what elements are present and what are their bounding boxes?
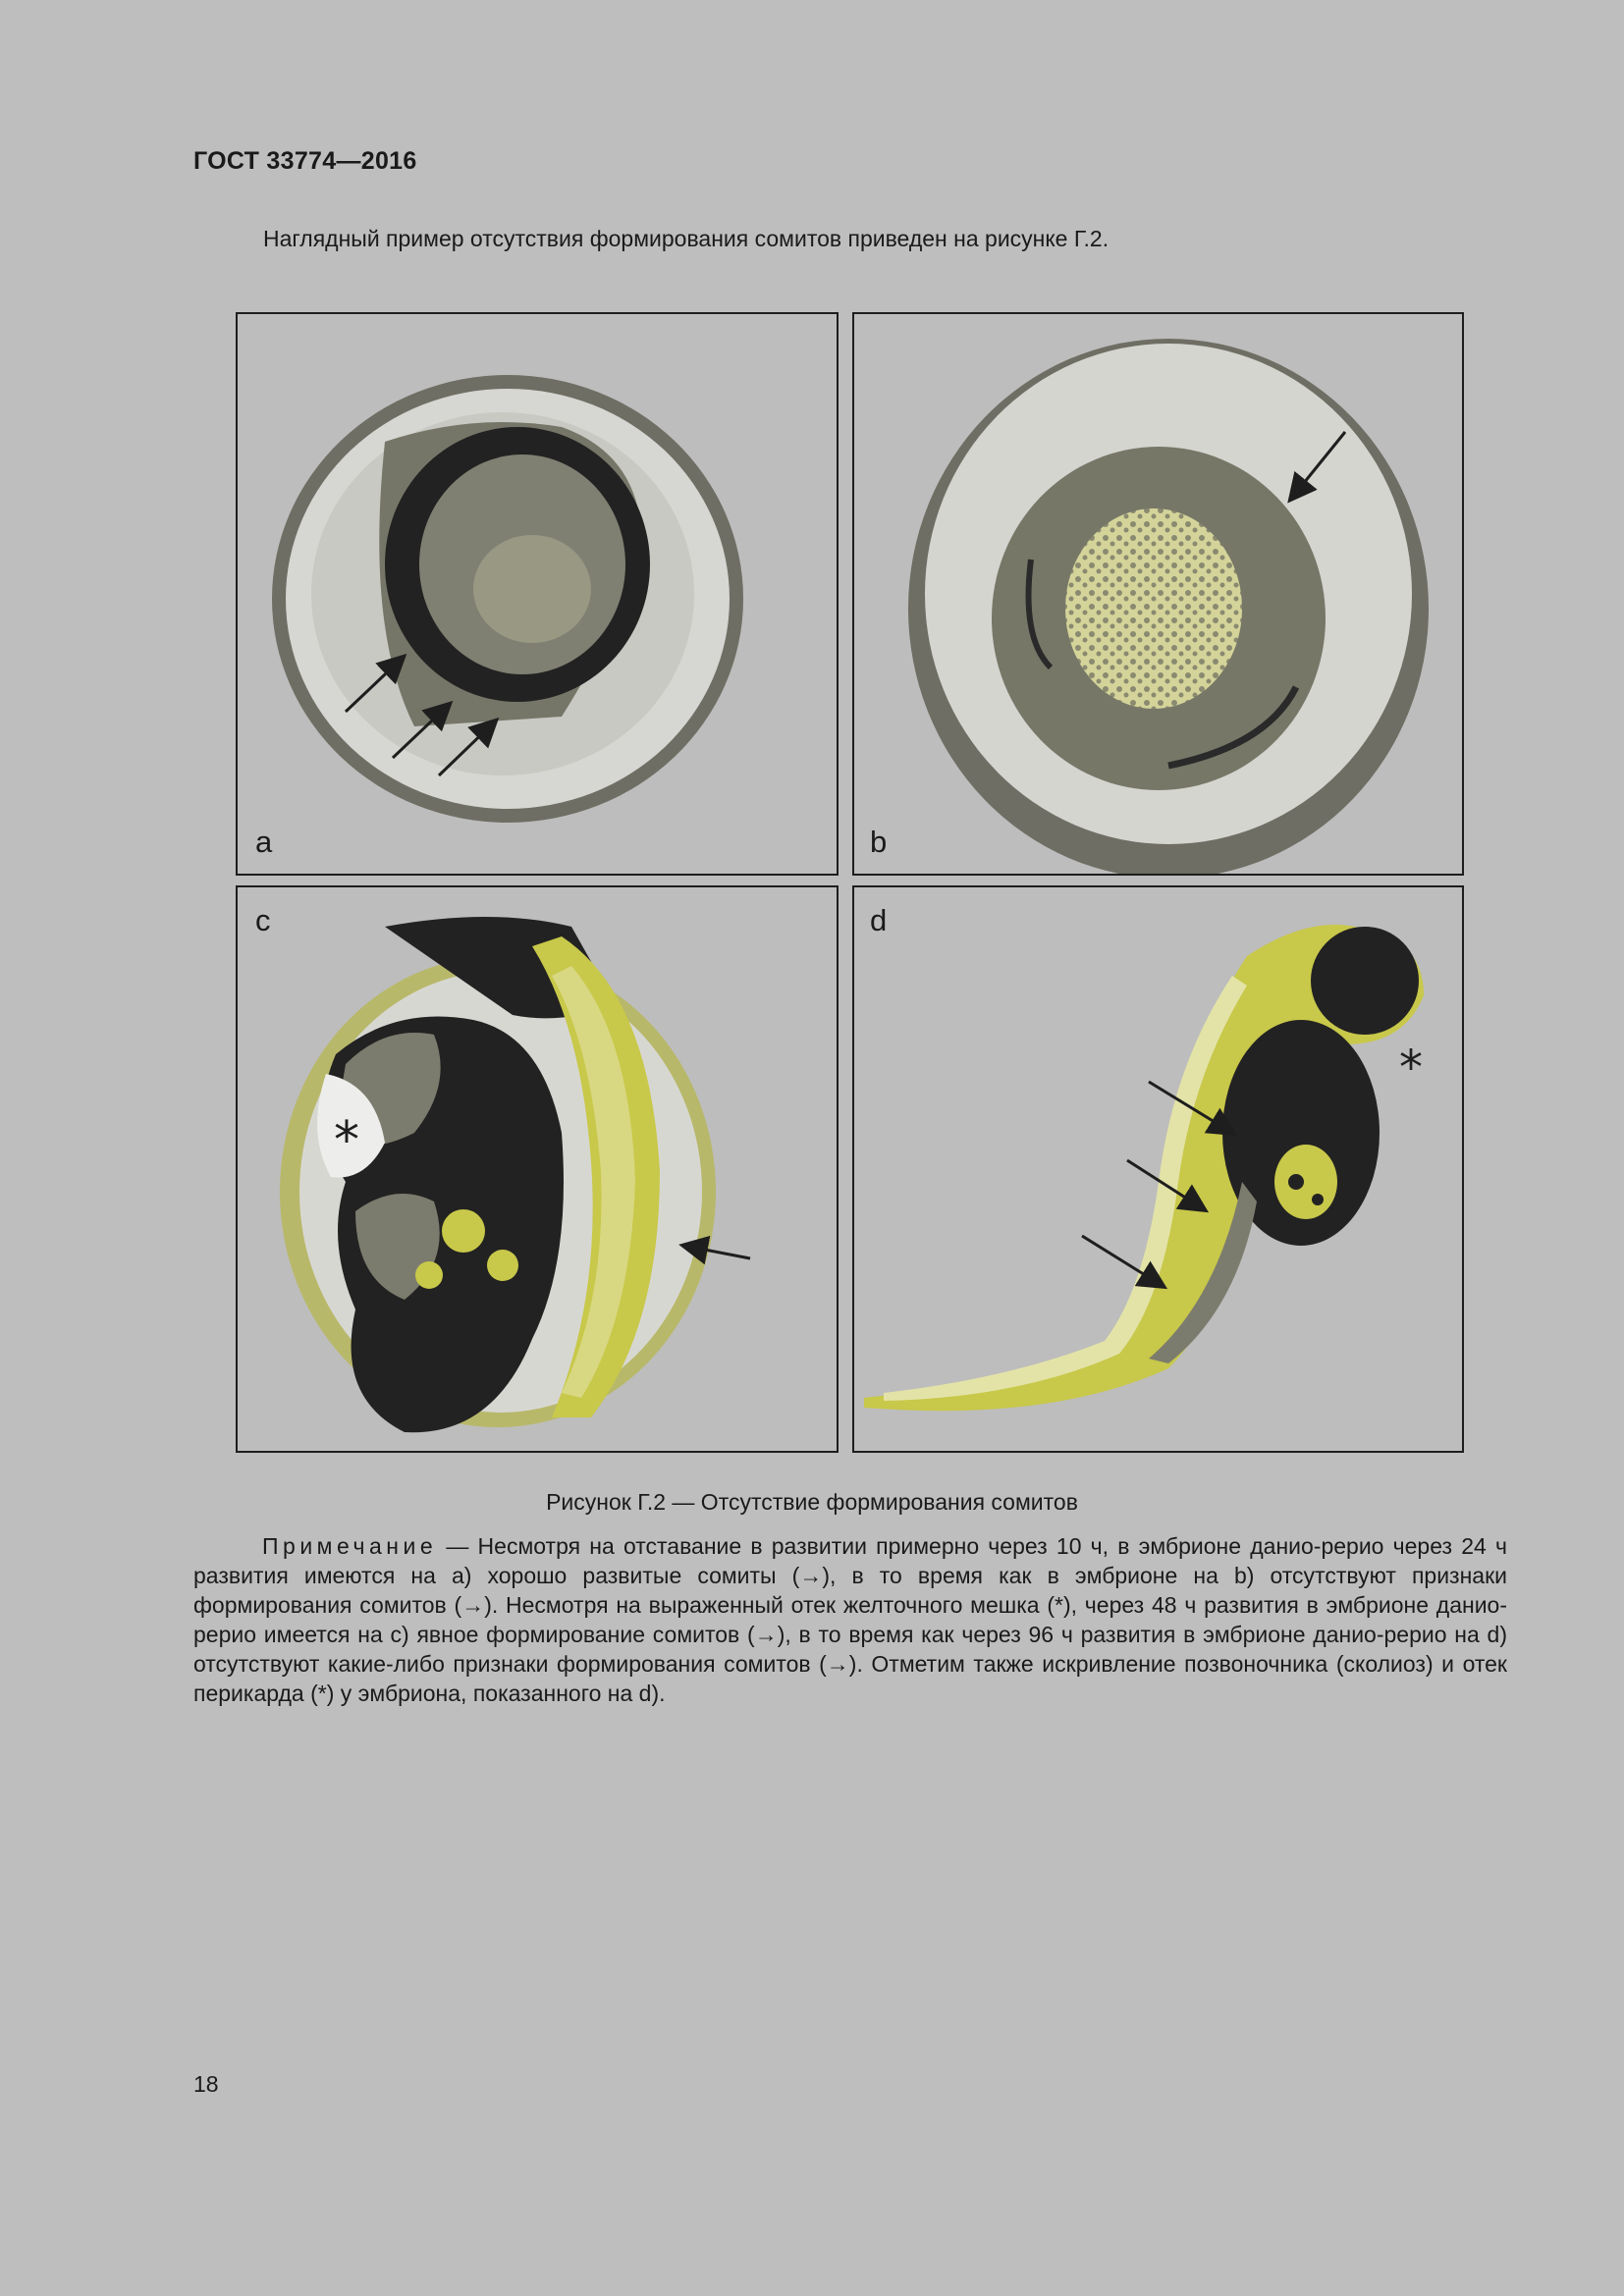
panel-label-a: a [255, 825, 273, 859]
intro-paragraph: Наглядный пример отсутствия формирования сомитов приведен на рисунке Г.2. [263, 226, 1110, 251]
panel-label-c: c [255, 903, 271, 937]
figure-panel-b [852, 312, 1464, 876]
figure-panel-a [236, 312, 839, 876]
note-heading: Примечание [262, 1533, 438, 1559]
panel-label-d: d [870, 903, 888, 937]
figure-caption: Рисунок Г.2 — Отсутствие формирования сомитов [546, 1489, 1078, 1515]
document-code: ГОСТ 33774—2016 [193, 147, 417, 175]
asterisk-marker-d: * [1399, 1041, 1423, 1095]
figure-panel-d [852, 885, 1464, 1453]
embryo-a-image [238, 314, 837, 874]
figure-panel-c [236, 885, 839, 1453]
asterisk-marker-c: * [334, 1111, 359, 1170]
embryo-d-image [854, 887, 1462, 1451]
panel-label-b: b [870, 825, 888, 859]
embryo-c-image [238, 887, 837, 1451]
note-paragraph [193, 1531, 1507, 1708]
note-text: — Несмотря на отставание в развитии примерно через 10 ч, в эмбрионе данио-рерио через 24 ч развития имеются на a) хорошо развитые сомиты (→), в то время как в эмбрионе на b) отсутствуют признаки формирования сомитов (→). Несмотря на выраженный отек желточного мешка (*), через 48 ч развития в эмбрионе данио-рерио имеется на c) явное формирование сомитов (→), в то время как через 96 ч развития в эмбрионе данио-рерио на d) отсутствуют какие-либо признаки формирования сомитов (→). Отметим также искривление позвоночника (сколиоз) и отек перикарда (*) у эмбриона, показанного на d). [193, 1533, 1508, 1706]
page-number: 18 [193, 2071, 219, 2097]
embryo-b-image [854, 314, 1462, 874]
